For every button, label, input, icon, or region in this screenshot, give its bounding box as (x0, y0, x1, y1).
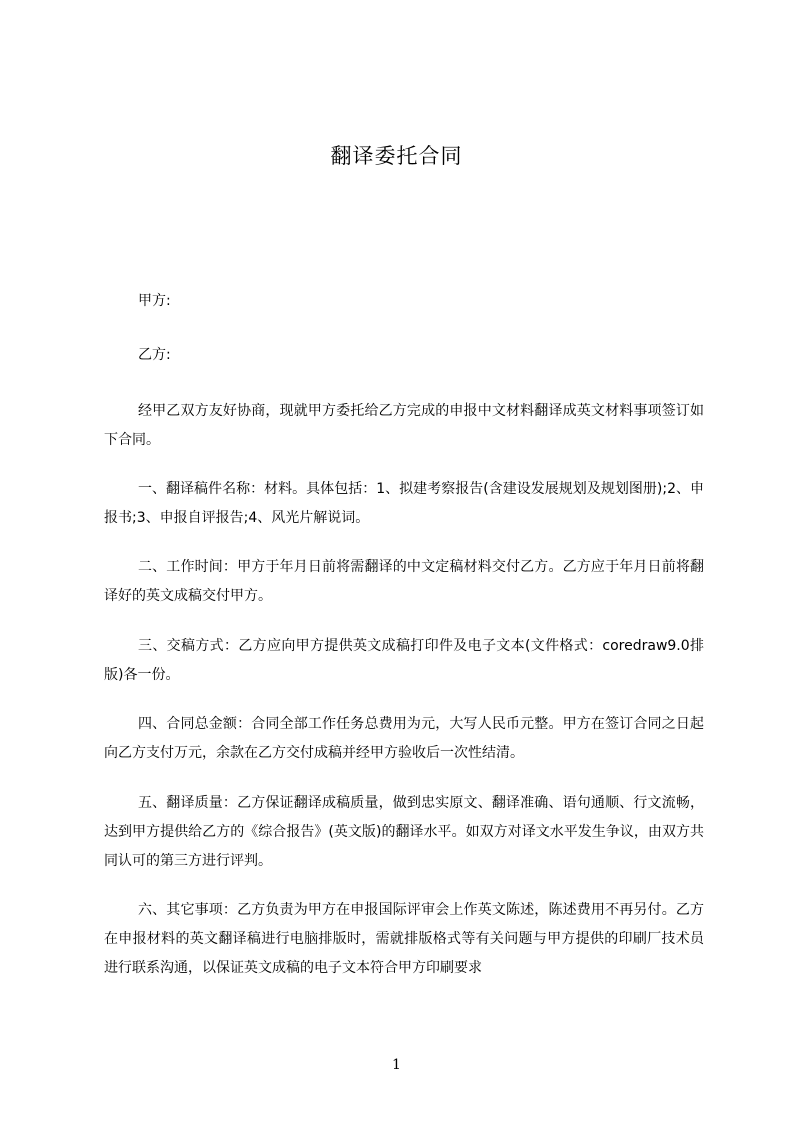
clause-2-paragraph: 二、工作时间：甲方于年月日前将需翻译的中文定稿材料交付乙方。乙方应于年月日前将翻译好的英文成稿交付甲方。 (104, 559, 704, 604)
intro-paragraph: 经甲乙双方友好协商，现就甲方委托给乙方完成的申报中文材料翻译成英文材料事项签订如下合同。 (104, 403, 704, 448)
clause-6-paragraph: 六、其它事项：乙方负责为甲方在申报国际评审会上作英文陈述，陈述费用不再另付。乙方在申报材料的英文翻译稿进行电脑排版时，需就排版格式等有关问题与甲方提供的印刷厂技术员进行联系沟通，以保证英文成稿的电子文本符合甲方印刷要求 (104, 902, 704, 976)
party-a-label: 甲方: (138, 293, 171, 309)
clause-1-paragraph: 一、翻译稿件名称：材料。具体包括：1、拟建考察报告(含建设发展规划及规划图册);2、申报书;3、申报自评报告;4、风光片解说词。 (104, 481, 704, 526)
clause-3-paragraph: 三、交稿方式：乙方应向甲方提供英文成稿打印件及电子文本(文件格式：coredraw9.0排版)各一份。 (104, 638, 704, 683)
party-b-label: 乙方: (138, 347, 171, 363)
clause-4-paragraph: 四、合同总金额：合同全部工作任务总费用为元，大写人民币元整。甲方在签订合同之日起向乙方支付万元，余款在乙方交付成稿并经甲方验收后一次性结清。 (104, 716, 704, 761)
clause-5-paragraph: 五、翻译质量：乙方保证翻译成稿质量，做到忠实原文、翻译准确、语句通顺、行文流畅，达到甲方提供给乙方的《综合报告》(英文版)的翻译水平。如双方对译文水平发生争议，由双方共同认可的第三方进行评判。 (104, 795, 704, 869)
page-number: 1 (392, 1057, 401, 1073)
contract-title: 翻译委托合同 (330, 144, 463, 168)
